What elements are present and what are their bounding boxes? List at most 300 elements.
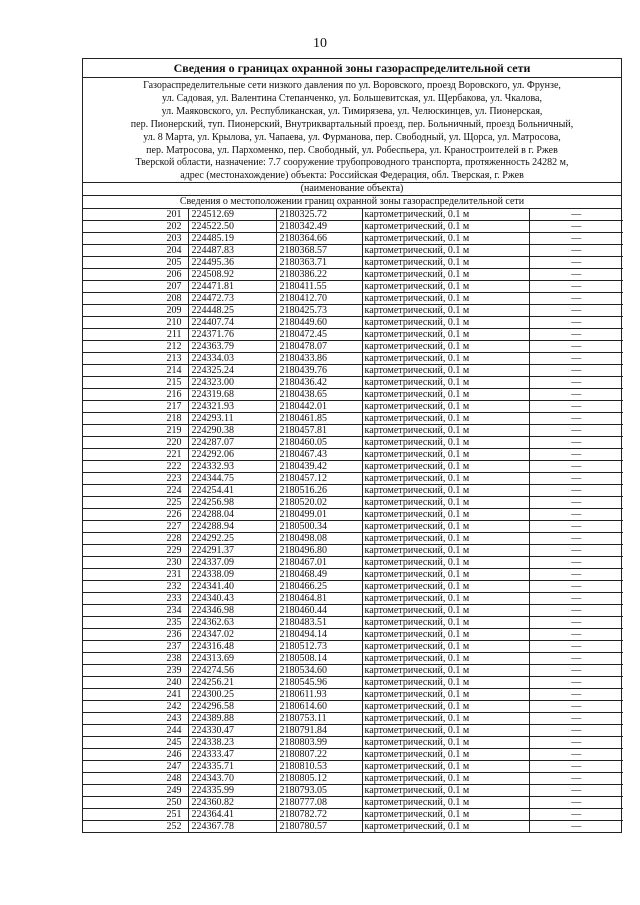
table-row <box>83 305 623 317</box>
point-number: 236 <box>83 629 188 641</box>
point-number: 211 <box>83 329 188 341</box>
point-number: 240 <box>83 677 188 689</box>
table-row <box>83 329 623 341</box>
table-row <box>83 545 623 557</box>
coordinate-y: 2180494.14 <box>276 629 362 641</box>
point-number: 222 <box>83 461 188 473</box>
coordinate-y: 2180508.14 <box>276 653 362 665</box>
point-number: 249 <box>83 785 188 797</box>
table-row <box>83 569 623 581</box>
table-row <box>83 341 623 353</box>
coordinate-x: 224512.69 <box>188 209 276 221</box>
coordinate-x: 224360.82 <box>188 797 276 809</box>
table-row <box>83 593 623 605</box>
table-row <box>83 773 623 785</box>
point-number: 234 <box>83 605 188 617</box>
method-cell: картометрический, 0.1 м <box>362 425 529 437</box>
method-cell: картометрический, 0.1 м <box>362 209 529 221</box>
point-number: 251 <box>83 809 188 821</box>
dash-cell: — <box>529 725 623 737</box>
method-cell: картометрический, 0.1 м <box>362 485 529 497</box>
coordinate-y: 2180461.85 <box>276 413 362 425</box>
table-row <box>83 581 623 593</box>
dash-cell: — <box>529 245 623 257</box>
table-row <box>83 401 623 413</box>
table-row <box>83 809 623 821</box>
dash-cell: — <box>529 509 623 521</box>
table-row <box>83 281 623 293</box>
coordinate-y: 2180457.12 <box>276 473 362 485</box>
coordinate-y: 2180342.49 <box>276 221 362 233</box>
method-cell: картометрический, 0.1 м <box>362 377 529 389</box>
coordinate-y: 2180411.55 <box>276 281 362 293</box>
coordinate-y: 2180460.44 <box>276 605 362 617</box>
coordinate-x: 224287.07 <box>188 437 276 449</box>
dash-cell: — <box>529 473 623 485</box>
coordinate-x: 224522.50 <box>188 221 276 233</box>
point-number: 247 <box>83 761 188 773</box>
coordinate-x: 224364.41 <box>188 809 276 821</box>
coordinate-x: 224341.40 <box>188 581 276 593</box>
dash-cell: — <box>529 773 623 785</box>
coordinate-x: 224319.68 <box>188 389 276 401</box>
coordinate-y: 2180534.60 <box>276 665 362 677</box>
point-number: 206 <box>83 269 188 281</box>
point-number: 242 <box>83 701 188 713</box>
point-number: 207 <box>83 281 188 293</box>
dash-cell: — <box>529 581 623 593</box>
table-row <box>83 389 623 401</box>
method-cell: картометрический, 0.1 м <box>362 701 529 713</box>
coordinate-x: 224323.00 <box>188 377 276 389</box>
method-cell: картометрический, 0.1 м <box>362 629 529 641</box>
coordinate-x: 224334.03 <box>188 353 276 365</box>
point-number: 235 <box>83 617 188 629</box>
dash-cell: — <box>529 557 623 569</box>
coordinate-x: 224389.88 <box>188 713 276 725</box>
coordinate-y: 2180614.60 <box>276 701 362 713</box>
dash-cell: — <box>529 485 623 497</box>
object-name-label: (наименование объекта) <box>83 182 621 195</box>
description-line: Газораспределительные сети низкого давления по ул. Воровского, проезд Воровского, ул. Фрунзе, <box>143 80 561 91</box>
point-number: 224 <box>83 485 188 497</box>
point-number: 228 <box>83 533 188 545</box>
method-cell: картометрический, 0.1 м <box>362 677 529 689</box>
description-line: адрес (местонахождение) объекта: Российская Федерация, обл. Тверская, г. Ржев <box>180 170 524 182</box>
method-cell: картометрический, 0.1 м <box>362 785 529 797</box>
coordinate-y: 2180780.57 <box>276 821 362 833</box>
coordinate-x: 224288.94 <box>188 521 276 533</box>
table-row <box>83 653 623 665</box>
coordinate-y: 2180500.34 <box>276 521 362 533</box>
coordinate-x: 224335.99 <box>188 785 276 797</box>
location-header: Сведения о местоположении границ охранной зоны газораспределительной сети <box>83 195 621 209</box>
coordinate-x: 224471.81 <box>188 281 276 293</box>
coordinate-x: 224296.58 <box>188 701 276 713</box>
method-cell: картометрический, 0.1 м <box>362 773 529 785</box>
coordinate-y: 2180425.73 <box>276 305 362 317</box>
method-cell: картометрический, 0.1 м <box>362 665 529 677</box>
dash-cell: — <box>529 761 623 773</box>
method-cell: картометрический, 0.1 м <box>362 533 529 545</box>
dash-cell: — <box>529 617 623 629</box>
point-number: 202 <box>83 221 188 233</box>
table-row <box>83 437 623 449</box>
table-row <box>83 605 623 617</box>
coordinate-y: 2180464.81 <box>276 593 362 605</box>
coordinate-y: 2180611.93 <box>276 689 362 701</box>
dash-cell: — <box>529 497 623 509</box>
table-row <box>83 365 623 377</box>
table-row <box>83 293 623 305</box>
dash-cell: — <box>529 689 623 701</box>
method-cell: картометрический, 0.1 м <box>362 437 529 449</box>
method-cell: картометрический, 0.1 м <box>362 641 529 653</box>
coordinate-x: 224254.41 <box>188 485 276 497</box>
dash-cell: — <box>529 353 623 365</box>
point-number: 244 <box>83 725 188 737</box>
coordinate-x: 224337.09 <box>188 557 276 569</box>
method-cell: картометрический, 0.1 м <box>362 353 529 365</box>
table-row <box>83 797 623 809</box>
table-row <box>83 677 623 689</box>
table-row <box>83 317 623 329</box>
method-cell: картометрический, 0.1 м <box>362 593 529 605</box>
table-row <box>83 485 623 497</box>
point-number: 243 <box>83 713 188 725</box>
point-number: 210 <box>83 317 188 329</box>
dash-cell: — <box>529 389 623 401</box>
point-number: 223 <box>83 473 188 485</box>
method-cell: картометрический, 0.1 м <box>362 509 529 521</box>
point-number: 214 <box>83 365 188 377</box>
coordinate-y: 2180439.76 <box>276 365 362 377</box>
table-row <box>83 245 623 257</box>
method-cell: картометрический, 0.1 м <box>362 581 529 593</box>
method-cell: картометрический, 0.1 м <box>362 737 529 749</box>
dash-cell: — <box>529 749 623 761</box>
coordinate-y: 2180793.05 <box>276 785 362 797</box>
coordinate-x: 224292.25 <box>188 533 276 545</box>
dash-cell: — <box>529 521 623 533</box>
method-cell: картометрический, 0.1 м <box>362 389 529 401</box>
coordinate-y: 2180499.01 <box>276 509 362 521</box>
coordinate-x: 224371.76 <box>188 329 276 341</box>
table-row <box>83 749 623 761</box>
coordinate-x: 224313.69 <box>188 653 276 665</box>
point-number: 218 <box>83 413 188 425</box>
coordinate-x: 224407.74 <box>188 317 276 329</box>
table-row <box>83 209 623 221</box>
dash-cell: — <box>529 797 623 809</box>
dash-cell: — <box>529 425 623 437</box>
description-line: ул. 8 Марта, ул. Крылова, ул. Чапаева, ул. Фурманова, пер. Свободный, ул. Щорса, ул. Матросова, <box>143 131 561 143</box>
coordinate-y: 2180457.81 <box>276 425 362 437</box>
coordinate-x: 224367.78 <box>188 821 276 833</box>
coordinate-y: 2180498.08 <box>276 533 362 545</box>
point-number: 237 <box>83 641 188 653</box>
point-number: 217 <box>83 401 188 413</box>
coordinate-x: 224508.92 <box>188 269 276 281</box>
point-number: 227 <box>83 521 188 533</box>
dash-cell: — <box>529 281 623 293</box>
method-cell: картометрический, 0.1 м <box>362 821 529 833</box>
dash-cell: — <box>529 437 623 449</box>
description-line: ул. Маяковского, ул. Республиканская, ул. Тимирязева, ул. Челюскинцев, ул. Пионерская, <box>161 105 543 117</box>
point-number: 204 <box>83 245 188 257</box>
point-number: 250 <box>83 797 188 809</box>
method-cell: картометрический, 0.1 м <box>362 521 529 533</box>
coordinate-x: 224363.79 <box>188 341 276 353</box>
coordinate-y: 2180777.08 <box>276 797 362 809</box>
table-row <box>83 689 623 701</box>
dash-cell: — <box>529 413 623 425</box>
method-cell: картометрический, 0.1 м <box>362 233 529 245</box>
dash-cell: — <box>529 257 623 269</box>
coordinate-x: 224346.98 <box>188 605 276 617</box>
coordinate-x: 224495.36 <box>188 257 276 269</box>
coordinate-y: 2180468.49 <box>276 569 362 581</box>
coordinate-y: 2180436.42 <box>276 377 362 389</box>
coordinate-x: 224274.56 <box>188 665 276 677</box>
method-cell: картометрический, 0.1 м <box>362 413 529 425</box>
point-number: 209 <box>83 305 188 317</box>
dash-cell: — <box>529 545 623 557</box>
page-number: 10 <box>313 36 327 51</box>
point-number: 229 <box>83 545 188 557</box>
dash-cell: — <box>529 305 623 317</box>
method-cell: картометрический, 0.1 м <box>362 749 529 761</box>
method-cell: картометрический, 0.1 м <box>362 809 529 821</box>
table-row <box>83 461 623 473</box>
point-number: 239 <box>83 665 188 677</box>
coordinates-table <box>83 209 623 832</box>
dash-cell: — <box>529 785 623 797</box>
method-cell: картометрический, 0.1 м <box>362 461 529 473</box>
point-number: 203 <box>83 233 188 245</box>
table-row <box>83 737 623 749</box>
description-line: Тверской области, назначение: 7.7 сооружение трубопроводного транспорта, протяженность 24282 м, <box>135 157 569 169</box>
table-row <box>83 761 623 773</box>
coordinate-x: 224293.11 <box>188 413 276 425</box>
table-row <box>83 725 623 737</box>
table-row <box>83 509 623 521</box>
coordinate-y: 2180803.99 <box>276 737 362 749</box>
table-row <box>83 269 623 281</box>
coordinate-y: 2180449.60 <box>276 317 362 329</box>
coordinate-x: 224347.02 <box>188 629 276 641</box>
method-cell: картометрический, 0.1 м <box>362 293 529 305</box>
coordinate-x: 224292.06 <box>188 449 276 461</box>
point-number: 233 <box>83 593 188 605</box>
point-number: 230 <box>83 557 188 569</box>
point-number: 225 <box>83 497 188 509</box>
point-number: 231 <box>83 569 188 581</box>
point-number: 219 <box>83 425 188 437</box>
method-cell: картометрический, 0.1 м <box>362 689 529 701</box>
method-cell: картометрический, 0.1 м <box>362 557 529 569</box>
coordinate-y: 2180753.11 <box>276 713 362 725</box>
table-row <box>83 629 623 641</box>
table-row <box>83 353 623 365</box>
coordinate-x: 224288.04 <box>188 509 276 521</box>
table-row <box>83 665 623 677</box>
dash-cell: — <box>529 461 623 473</box>
coordinate-y: 2180483.51 <box>276 617 362 629</box>
coordinate-x: 224325.24 <box>188 365 276 377</box>
dash-cell: — <box>529 653 623 665</box>
table-row <box>83 557 623 569</box>
coordinate-x: 224256.98 <box>188 497 276 509</box>
coordinate-x: 224362.63 <box>188 617 276 629</box>
method-cell: картометрический, 0.1 м <box>362 617 529 629</box>
method-cell: картометрический, 0.1 м <box>362 449 529 461</box>
dash-cell: — <box>529 317 623 329</box>
method-cell: картометрический, 0.1 м <box>362 269 529 281</box>
coordinate-y: 2180512.73 <box>276 641 362 653</box>
coordinate-y: 2180460.05 <box>276 437 362 449</box>
dash-cell: — <box>529 629 623 641</box>
dash-cell: — <box>529 449 623 461</box>
method-cell: картометрический, 0.1 м <box>362 653 529 665</box>
coordinate-y: 2180791.84 <box>276 725 362 737</box>
table-row <box>83 785 623 797</box>
dash-cell: — <box>529 209 623 221</box>
description-line: ул. Садовая, ул. Валентина Степанченко, ул. Большевитская, ул. Щербакова, ул. Чкалова, <box>162 92 542 104</box>
coordinate-x: 224335.71 <box>188 761 276 773</box>
dash-cell: — <box>529 677 623 689</box>
method-cell: картометрический, 0.1 м <box>362 329 529 341</box>
method-cell: картометрический, 0.1 м <box>362 257 529 269</box>
dash-cell: — <box>529 233 623 245</box>
table-row <box>83 641 623 653</box>
point-number: 221 <box>83 449 188 461</box>
description-line: пер. Матросова, ул. Пархоменко, пер. Свободный, ул. Робеспьера, ул. Краностроителей в г. Ржев <box>146 144 558 156</box>
point-number: 216 <box>83 389 188 401</box>
method-cell: картометрический, 0.1 м <box>362 713 529 725</box>
table-row <box>83 821 623 833</box>
coordinate-y: 2180516.26 <box>276 485 362 497</box>
point-number: 205 <box>83 257 188 269</box>
dash-cell: — <box>529 293 623 305</box>
table-row <box>83 257 623 269</box>
table-row <box>83 701 623 713</box>
dash-cell: — <box>529 713 623 725</box>
method-cell: картометрический, 0.1 м <box>362 281 529 293</box>
method-cell: картометрический, 0.1 м <box>362 245 529 257</box>
table-row <box>83 473 623 485</box>
dash-cell: — <box>529 365 623 377</box>
method-cell: картометрический, 0.1 м <box>362 797 529 809</box>
point-number: 212 <box>83 341 188 353</box>
dash-cell: — <box>529 665 623 677</box>
table-row <box>83 233 623 245</box>
coordinate-x: 224316.48 <box>188 641 276 653</box>
coordinate-x: 224333.47 <box>188 749 276 761</box>
table-row <box>83 377 623 389</box>
coordinate-y: 2180545.96 <box>276 677 362 689</box>
dash-cell: — <box>529 533 623 545</box>
object-description <box>83 78 621 182</box>
point-number: 213 <box>83 353 188 365</box>
coordinate-x: 224485.19 <box>188 233 276 245</box>
document-title: Сведения о границах охранной зоны газораспределительной сети <box>83 59 621 78</box>
table-row <box>83 425 623 437</box>
coordinate-x: 224330.47 <box>188 725 276 737</box>
dash-cell: — <box>529 569 623 581</box>
point-number: 208 <box>83 293 188 305</box>
coordinate-x: 224332.93 <box>188 461 276 473</box>
point-number: 248 <box>83 773 188 785</box>
method-cell: картометрический, 0.1 м <box>362 545 529 557</box>
method-cell: картометрический, 0.1 м <box>362 473 529 485</box>
coordinate-x: 224344.75 <box>188 473 276 485</box>
coordinate-x: 224338.09 <box>188 569 276 581</box>
dash-cell: — <box>529 605 623 617</box>
coordinate-y: 2180325.72 <box>276 209 362 221</box>
dash-cell: — <box>529 809 623 821</box>
coordinate-x: 224343.70 <box>188 773 276 785</box>
dash-cell: — <box>529 341 623 353</box>
coordinate-x: 224340.43 <box>188 593 276 605</box>
dash-cell: — <box>529 221 623 233</box>
point-number: 245 <box>83 737 188 749</box>
point-number: 232 <box>83 581 188 593</box>
point-number: 201 <box>83 209 188 221</box>
coordinate-y: 2180368.57 <box>276 245 362 257</box>
table-row <box>83 533 623 545</box>
method-cell: картометрический, 0.1 м <box>362 317 529 329</box>
dash-cell: — <box>529 593 623 605</box>
coordinate-y: 2180466.25 <box>276 581 362 593</box>
dash-cell: — <box>529 329 623 341</box>
point-number: 215 <box>83 377 188 389</box>
dash-cell: — <box>529 737 623 749</box>
point-number: 241 <box>83 689 188 701</box>
coordinate-y: 2180472.45 <box>276 329 362 341</box>
table-row <box>83 221 623 233</box>
coordinate-y: 2180467.01 <box>276 557 362 569</box>
coordinate-x: 224290.38 <box>188 425 276 437</box>
dash-cell: — <box>529 701 623 713</box>
coordinate-y: 2180386.22 <box>276 269 362 281</box>
description-line: пер. Пионерский, туп. Пионерский, Внутриквартальный проезд, пер. Больничный, проезд Больничный, <box>130 118 574 130</box>
coordinate-y: 2180439.42 <box>276 461 362 473</box>
coordinate-y: 2180807.22 <box>276 749 362 761</box>
dash-cell: — <box>529 821 623 833</box>
coordinate-x: 224256.21 <box>188 677 276 689</box>
table-row <box>83 617 623 629</box>
coordinate-x: 224300.25 <box>188 689 276 701</box>
method-cell: картометрический, 0.1 м <box>362 365 529 377</box>
dash-cell: — <box>529 377 623 389</box>
coordinate-y: 2180496.80 <box>276 545 362 557</box>
method-cell: картометрический, 0.1 м <box>362 221 529 233</box>
dash-cell: — <box>529 269 623 281</box>
document-table <box>82 58 622 833</box>
table-row <box>83 713 623 725</box>
point-number: 252 <box>83 821 188 833</box>
table-row <box>83 413 623 425</box>
point-number: 246 <box>83 749 188 761</box>
coordinate-y: 2180520.02 <box>276 497 362 509</box>
table-row <box>83 449 623 461</box>
coordinate-x: 224321.93 <box>188 401 276 413</box>
method-cell: картометрический, 0.1 м <box>362 725 529 737</box>
method-cell: картометрический, 0.1 м <box>362 401 529 413</box>
coordinate-y: 2180810.53 <box>276 761 362 773</box>
coordinate-y: 2180782.72 <box>276 809 362 821</box>
